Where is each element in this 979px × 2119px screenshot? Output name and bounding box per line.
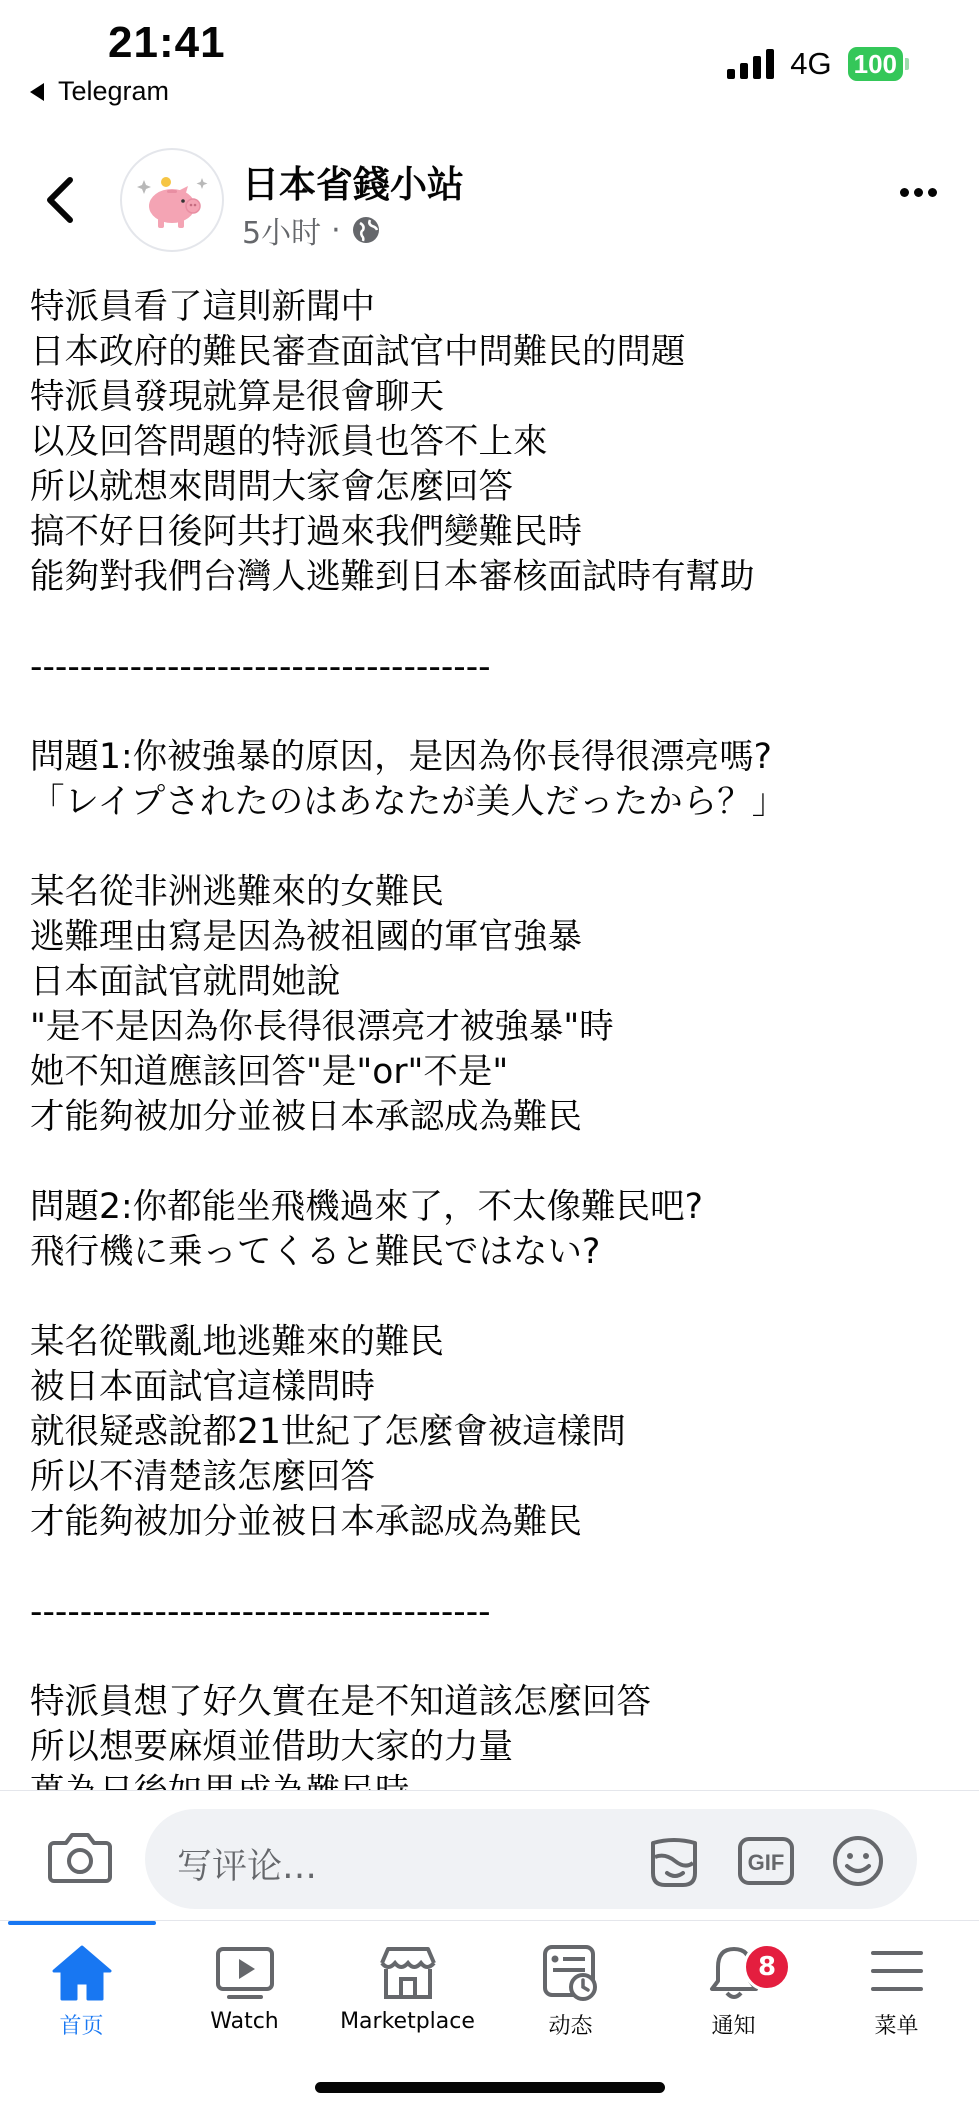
tab-label: Watch xyxy=(210,2009,279,2034)
comment-bar xyxy=(0,1790,979,1921)
post-meta xyxy=(242,208,381,252)
post-line: 所以不清楚該怎麼回答 xyxy=(30,1457,375,1497)
post-line: 日本政府的難民審查面試官中問難民的問題 xyxy=(30,332,686,372)
post-line: 特派員想了好久實在是不知道該怎麼回答 xyxy=(30,1682,651,1722)
post-line xyxy=(30,825,960,870)
tab-label: 菜单 xyxy=(874,2014,919,2039)
tab-home[interactable] xyxy=(0,1943,163,2073)
network-type: 4G xyxy=(790,46,832,81)
gif-label: GIF xyxy=(747,1850,785,1875)
gif-icon[interactable] xyxy=(737,1833,795,1889)
post-line: 所以就想來問問大家會怎麼回答 xyxy=(30,467,513,507)
home-icon xyxy=(50,1943,114,2003)
post-line: 搞不好日後阿共打過來我們變難民時 xyxy=(30,512,582,552)
shop-icon xyxy=(376,1943,440,2003)
tab-notifications[interactable] xyxy=(652,1943,815,2073)
tab-label: Marketplace xyxy=(340,2009,475,2034)
divider-line: ------------------------------------- xyxy=(30,1592,491,1632)
post-line xyxy=(30,690,960,735)
post-line: 能夠對我們台灣人逃難到日本審核面試時有幫助 xyxy=(30,557,755,597)
tab-menu[interactable] xyxy=(815,1943,978,2073)
menu-icon xyxy=(865,1943,929,2003)
notification-badge: 8 xyxy=(743,1943,791,1991)
video-icon xyxy=(213,1943,277,2003)
tab-marketplace[interactable] xyxy=(326,1943,489,2073)
post-line: 特派員發現就算是很會聊天 xyxy=(30,377,444,417)
page-avatar[interactable] xyxy=(120,148,224,252)
post-line: 所以想要麻煩並借助大家的力量 xyxy=(30,1727,513,1767)
post-line xyxy=(30,1635,960,1680)
post-line: 日本面試官就問她說 xyxy=(30,962,341,1002)
status-indicators xyxy=(727,46,909,82)
post-line: 才能夠被加分並被日本承認成為難民 xyxy=(30,1097,582,1137)
post-line: 以及回答問題的特派員也答不上來 xyxy=(30,422,548,462)
post-line xyxy=(30,1275,960,1320)
question-1-title: 問題1:你被強暴的原因，是因為你長得很漂亮嗎? xyxy=(30,737,772,777)
question-2-japanese: 飛行機に乗ってくると難民ではない? xyxy=(30,1232,601,1272)
post-time[interactable]: 5小时 xyxy=(242,216,322,251)
avatar-sticker-icon[interactable] xyxy=(645,1833,703,1889)
tab-label: 动态 xyxy=(548,2014,593,2039)
more-options-icon[interactable] xyxy=(900,188,937,197)
page-name[interactable]: 日本省錢小站 xyxy=(242,163,464,206)
status-time: 21:41 xyxy=(108,18,226,67)
tab-watch[interactable] xyxy=(163,1943,326,2073)
divider-line: ------------------------------------- xyxy=(30,647,491,687)
post-line: 某名從非洲逃難來的女難民 xyxy=(30,872,444,912)
emoji-icon[interactable] xyxy=(829,1833,887,1889)
piggy-bank-icon xyxy=(122,150,222,250)
post-line: 才能夠被加分並被日本承認成為難民 xyxy=(30,1502,582,1542)
back-to-telegram[interactable] xyxy=(30,76,169,107)
signal-icon xyxy=(727,49,774,79)
post-line: 被日本面試官這樣問時 xyxy=(30,1367,375,1407)
tab-feeds[interactable] xyxy=(489,1943,652,2073)
comment-input[interactable] xyxy=(145,1809,917,1909)
post-line xyxy=(30,1545,960,1590)
post-line: 她不知道應該回答"是"or"不是" xyxy=(30,1052,509,1092)
post-line: 逃難理由寫是因為被祖國的軍官強暴 xyxy=(30,917,582,957)
globe-icon xyxy=(351,215,381,245)
post-text xyxy=(30,285,960,1790)
active-tab-indicator xyxy=(8,1921,156,1925)
post-line: 特派員看了這則新聞中 xyxy=(30,287,375,327)
post-line: 就很疑惑說都21世紀了怎麼會被這樣問 xyxy=(30,1412,626,1452)
post-line xyxy=(30,1140,960,1185)
meta-separator: · xyxy=(331,212,341,248)
post-line: 某名從戰亂地逃難來的難民 xyxy=(30,1322,444,1362)
tab-label: 首页 xyxy=(59,2014,104,2039)
feed-icon xyxy=(539,1943,603,2003)
post-line xyxy=(30,600,960,645)
battery-icon xyxy=(848,47,909,81)
question-2-title: 問題2:你都能坐飛機過來了，不太像難民吧? xyxy=(30,1187,703,1227)
home-indicator[interactable] xyxy=(315,2082,665,2093)
back-arrow-icon[interactable] xyxy=(38,170,82,230)
comment-placeholder: 写评论… xyxy=(177,1847,318,1887)
tab-label: 通知 xyxy=(711,2014,756,2039)
battery-level: 100 xyxy=(848,47,903,81)
post-line: "是不是因為你長得很漂亮才被強暴"時 xyxy=(30,1007,614,1047)
question-1-japanese: 「レイプされたのはあなたが美人だったから？」 xyxy=(30,782,787,822)
back-app-label: Telegram xyxy=(58,76,170,106)
camera-icon[interactable] xyxy=(48,1829,112,1885)
back-triangle-icon xyxy=(30,83,44,101)
